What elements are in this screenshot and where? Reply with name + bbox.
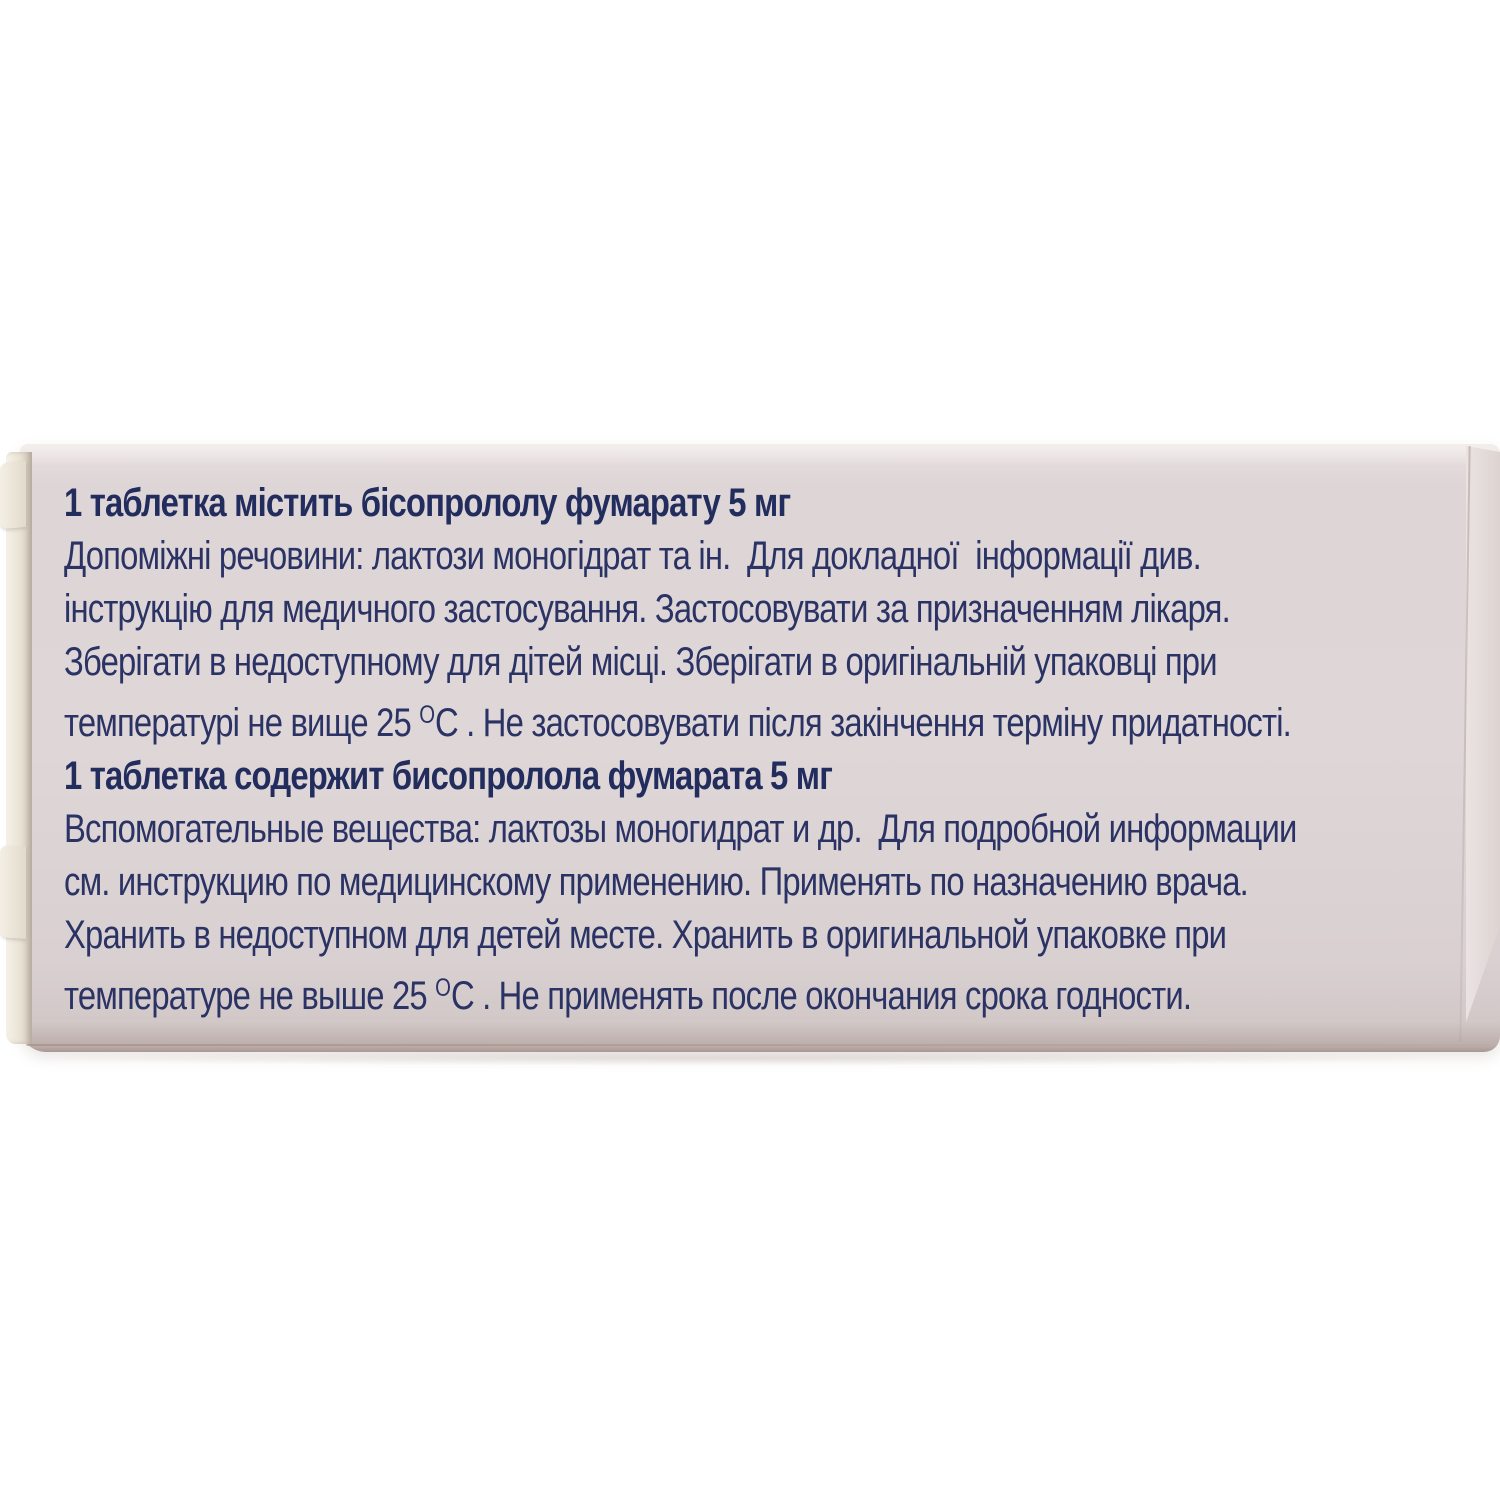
degree-superscript: О [419,702,436,729]
uk-body-line: інструкцію для медичного застосування. Застосовувати за призначенням лікаря. [64,587,1230,631]
ru-storage-temp-line [64,962,1297,1023]
package-top-edge [20,444,1500,466]
uk-composition-title: 1 таблетка містить бісопрололу фумарату 5 мг [64,481,791,525]
ru-body-line: см. инструкцию по медицинскому применению. Применять по назначению врача. [64,859,1248,904]
ru-body-line: Хранить в недоступном для детей месте. Хранить в оригинальной упаковке при [64,912,1227,957]
package-bottom-crease [26,1044,1490,1046]
degree-superscript: О [435,974,451,1002]
package-label-text [64,477,1297,1023]
ru-temp-text-rest: С . Не применять после окончания срока годности. [450,973,1192,1018]
uk-body-line: Допоміжні речовини: лактози моногідрат та ін. Для докладної інформації див. [64,534,1201,578]
package-left-tab-bottom [0,845,26,939]
ru-body-line: Вспомогательные вещества: лактозы моногидрат и др. Для подробной информации [64,806,1297,851]
ru-composition-title: 1 таблетка содержит бисопролола фумарата 5 мг [64,753,833,798]
package-left-flap [6,452,32,1044]
uk-temp-text: температурі не вище 25 [64,700,420,745]
ru-temp-text: температуре не выше 25 [64,973,436,1018]
uk-storage-temp-line [64,689,1297,750]
package-shadow [40,1050,1440,1066]
uk-body-line: Зберігати в недоступному для дітей місці. Зберігати в оригінальній упаковці при [64,640,1217,684]
package-left-tab-top [0,461,26,529]
uk-temp-text-rest: С . Не застосовувати після закінчення терміну придатності. [435,700,1291,745]
